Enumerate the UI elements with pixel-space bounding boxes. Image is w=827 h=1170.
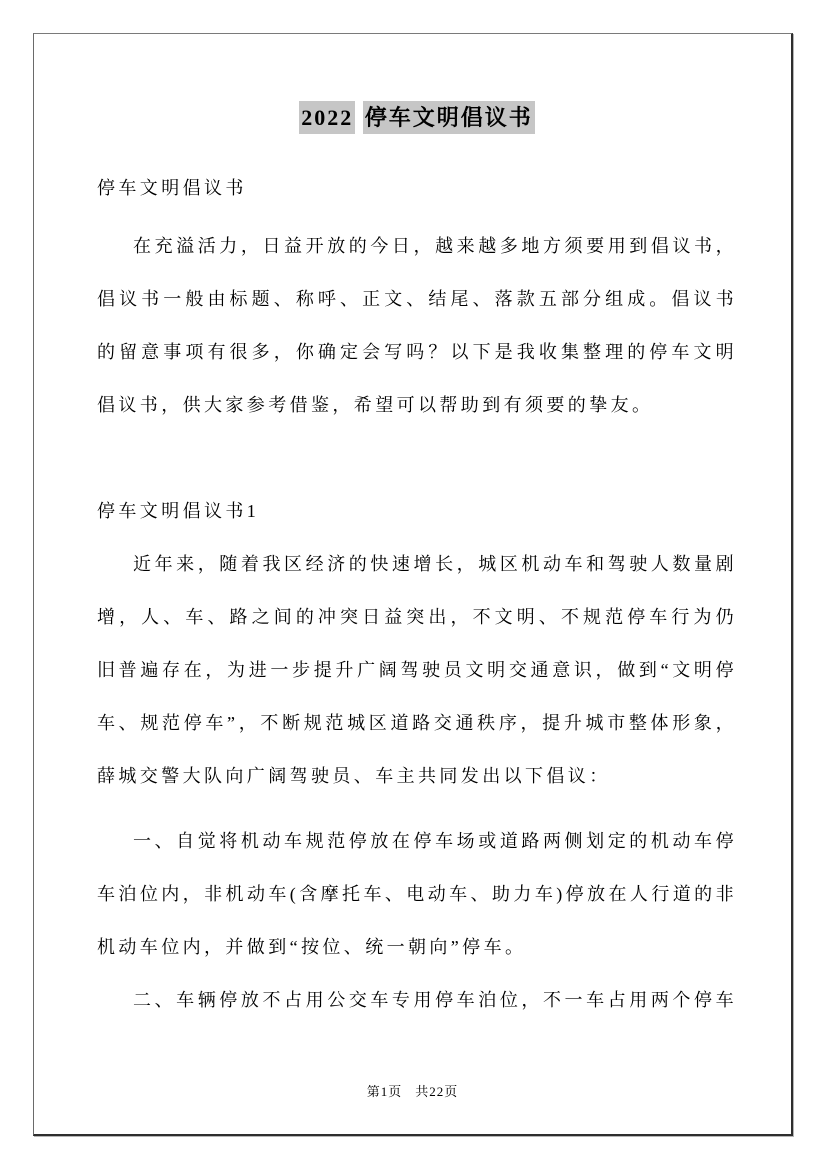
- footer-page-total: 共22页: [415, 1084, 459, 1099]
- proposal-item-2: 二、车辆停放不占用公交车专用停车泊位，不一车占用两个停车: [133, 990, 737, 1010]
- section1-paragraph: 近年来，随着我区经济的快速增长，城区机动车和驾驶人数量剧增，人、车、路之间的冲突日益突出，不文明、不规范停车行为仍旧普遍存在，为进一步提升广阔驾驶员文明交通意识，做到“文明停车、规范停车”，不断规范城区道路交通秩序，提升城市整体形象，薛城交警大队向广阔驾驶员、车主共同发出以下倡议：: [97, 554, 737, 786]
- footer-page-number: 第1页: [366, 1084, 403, 1099]
- section1-heading: 停车文明倡议书1: [97, 501, 260, 521]
- title-highlight-text: 停车文明倡议书: [363, 101, 535, 134]
- subtitle-line: 停车文明倡议书: [97, 178, 247, 198]
- title-space: [355, 105, 363, 130]
- document-page: [33, 33, 793, 1136]
- intro-paragraph: 在充溢活力，日益开放的今日，越来越多地方须要用到倡议书，倡议书一般由标题、称呼、正文、结尾、落款五部分组成。倡议书的留意事项有很多，你确定会写吗？以下是我收集整理的停车文明倡议书，供大家参考借鉴，希望可以帮助到有须要的挚友。: [97, 236, 737, 415]
- title-highlight-number: 2022: [299, 101, 355, 134]
- document-content: [34, 34, 791, 1027]
- page-footer: [34, 1084, 791, 1100]
- proposal-item-1: 一、自觉将机动车规范停放在停车场或道路两侧划定的机动车停车泊位内，非机动车(含摩托车、电动车、助力车)停放在人行道的非机动车位内，并做到“按位、统一朝向”停车。: [97, 831, 737, 957]
- document-title: [97, 100, 737, 135]
